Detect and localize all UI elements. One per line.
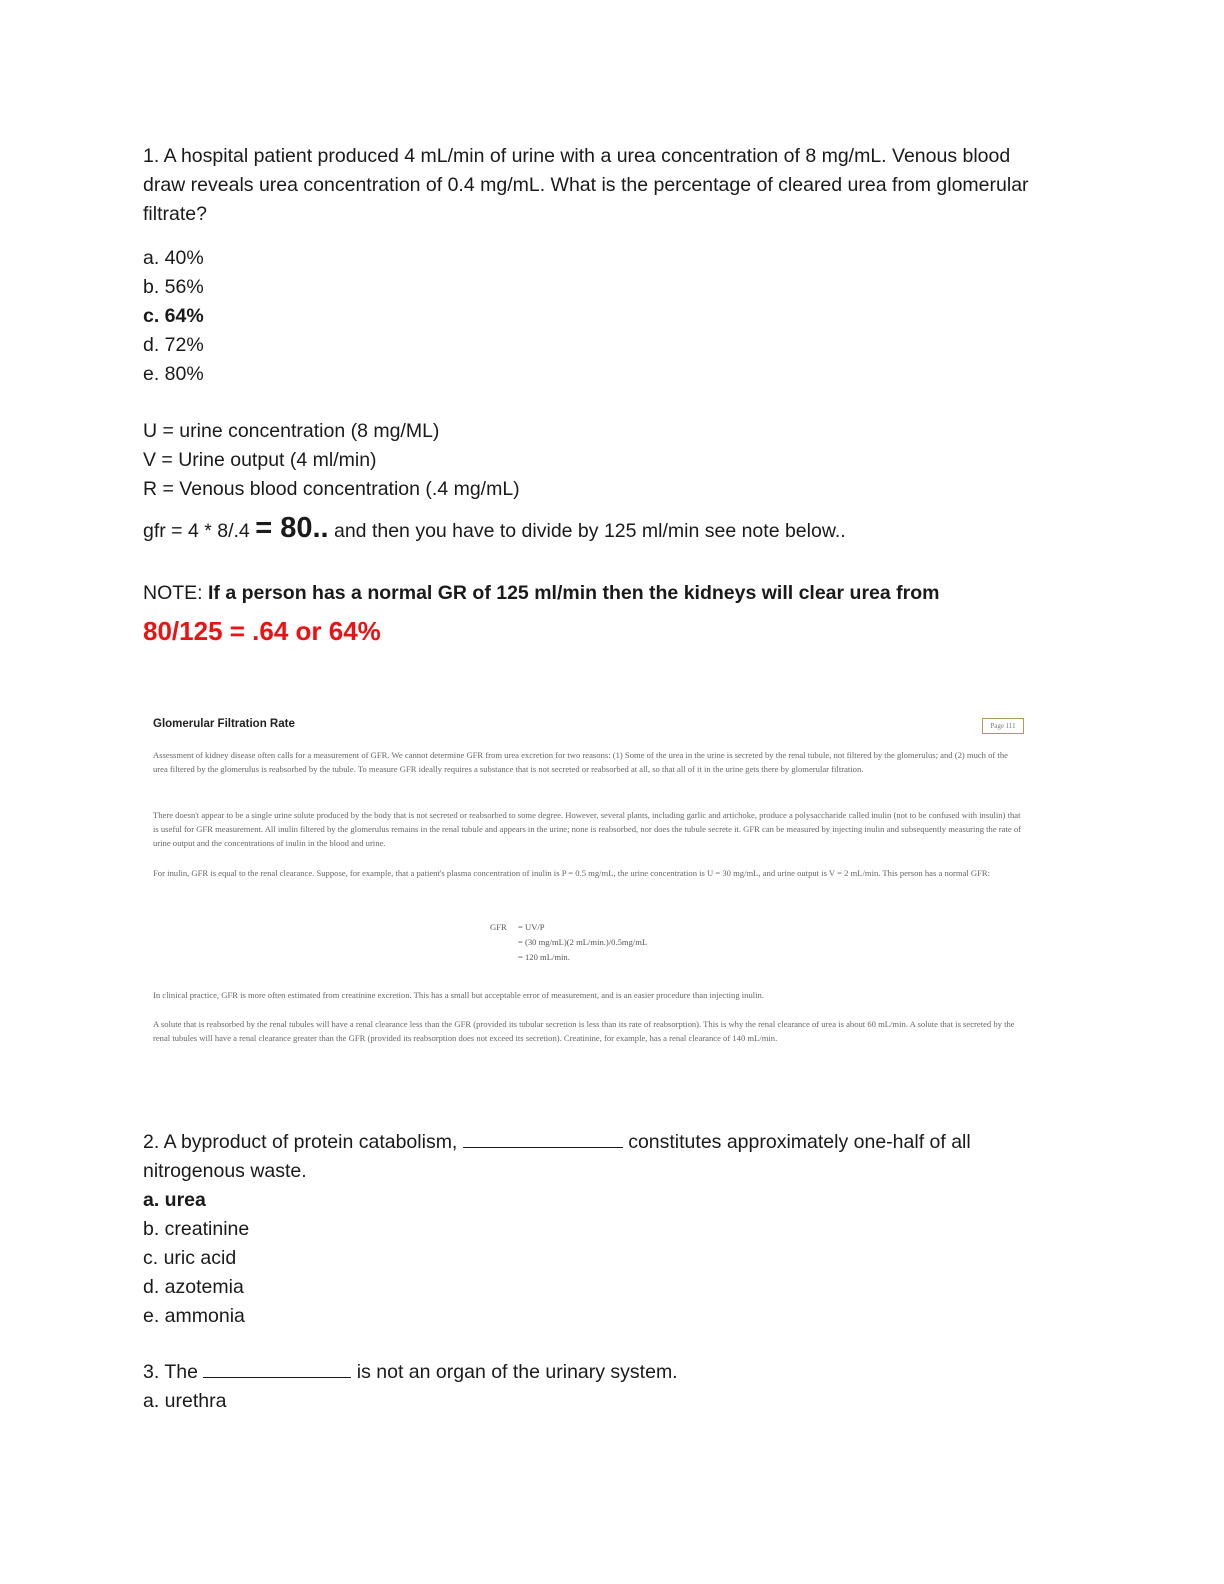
q1-option-d: d. 72% [143, 334, 204, 356]
excerpt-eq-label: GFR [490, 922, 507, 932]
excerpt-paragraph-4: In clinical practice, GFR is more often estimated from creatinine excretion. This has a small but acceptable error of measurement, and is an easier procedure than injecting inulin. [153, 990, 764, 1000]
excerpt-eq-line-3: = 120 mL/min. [518, 952, 570, 962]
q3-stem-after: is not an organ of the urinary system. [351, 1361, 678, 1383]
q1-stem-line-2: draw reveals urea concentration of 0.4 mg/mL. What is the percentage of cleared urea from glomerular [143, 174, 1029, 196]
q1-answer-line: 80/125 = .64 or 64% [143, 616, 381, 646]
gfr-prefix: gfr = 4 * 8/.4 [143, 520, 256, 542]
q1-option-c: c. 64% [143, 305, 204, 327]
excerpt-paragraph-3: For inulin, GFR is equal to the renal clearance. Suppose, for example, that a patient's plasma concentration of inulin is P = 0.5 mg/mL, the urine concentration is U = 30 mg/mL, and urine output is V = 2 mL/min. This person has a normal GFR: [153, 868, 991, 878]
q1-option-b: b. 56% [143, 276, 204, 298]
excerpt-title: Glomerular Filtration Rate [153, 718, 295, 730]
q3-answer-blank [203, 1359, 351, 1378]
q2-option-b: b. creatinine [143, 1218, 250, 1240]
q2-stem-before: 2. A byproduct of protein catabolism, [143, 1131, 463, 1153]
q2-option-c: c. uric acid [143, 1247, 237, 1269]
q3-stem [143, 1358, 678, 1387]
q1-stem-line-3: filtrate? [143, 203, 207, 225]
excerpt-paragraph-1: Assessment of kidney disease often calls for a measurement of GFR. We cannot determine GFR from urea excretion for two reasons: (1) Some of the urea in the urine is secreted by the renal tubule, not filtered by the glomerulus; and (2) much of the urea filtered by the glomerulus is reabsorbed by the tubule. To measure GFR ideally requires a substance that is not secreted or reabsorbed at all, so that all of it in the urine gets there by glomerular filtration. [153, 750, 1008, 774]
q1-note [143, 579, 939, 608]
excerpt-eq-line-2: = (30 mg/mL)(2 mL/min.)/0.5mg/mL [518, 937, 648, 947]
note-label: NOTE: [143, 582, 209, 604]
q2-option-d: d. azotemia [143, 1276, 244, 1298]
q2-option-a: a. urea [143, 1189, 206, 1211]
q2-option-e: e. ammonia [143, 1305, 245, 1327]
q2-stem-line-1 [143, 1128, 971, 1157]
q1-gfr-calculation [143, 508, 846, 551]
q1-definition-v: V = Urine output (4 ml/min) [143, 449, 377, 471]
q3-option-a: a. urethra [143, 1390, 227, 1412]
note-text: If a person has a normal GR of 125 ml/min then the kidneys will clear urea from [208, 582, 940, 604]
q3-stem-before: 3. The [143, 1361, 204, 1383]
q1-definition-u: U = urine concentration (8 mg/ML) [143, 420, 440, 442]
excerpt-paragraph-2: There doesn't appear to be a single urine solute produced by the body that is not secreted or reabsorbed to some degree. However, several plants, including garlic and artichoke, produce a polysaccharide called inulin (not to be confused with insulin) that is useful for GFR measurement. All inulin filtered by the glomerulus remains in the renal tubule and appears in the urine; none is reabsorbed, nor does the tubule secrete it. GFR can be measured by injecting inulin and subsequently measuring the rate of urine output and the concentrations of inulin in the blood and urine. [153, 810, 1021, 848]
q2-stem-line-2: nitrogenous waste. [143, 1160, 307, 1182]
gfr-result: = 80.. [255, 512, 329, 544]
q1-stem-line-1: 1. A hospital patient produced 4 mL/min of urine with a urea concentration of 8 mg/mL. Venous blood [143, 145, 1011, 167]
q2-answer-blank [463, 1129, 623, 1148]
gfr-suffix: and then you have to divide by 125 ml/min see note below.. [328, 520, 846, 542]
q1-definition-r: R = Venous blood concentration (.4 mg/mL) [143, 478, 520, 500]
q1-option-e: e. 80% [143, 363, 204, 385]
q1-option-a: a. 40% [143, 247, 204, 269]
textbook-excerpt-image [150, 712, 1030, 1072]
excerpt-paragraph-5: A solute that is reabsorbed by the renal tubules will have a renal clearance less than the GFR (provided its tubular secretion is less than its rate of reabsorption). This is why the renal clearance of urea is about 60 mL/min. A solute that is secreted by the renal tubules will have a renal clearance greater than the GFR (provided its reabsorption does not exceed its secretion). Creatinine, for example, has a renal clearance of 140 mL/min. [153, 1019, 1015, 1043]
excerpt-page-label: Page 111 [982, 718, 1024, 734]
q2-stem-after: constitutes approximately one-half of all [622, 1131, 971, 1153]
excerpt-eq-line-1: = UV/P [518, 922, 545, 932]
